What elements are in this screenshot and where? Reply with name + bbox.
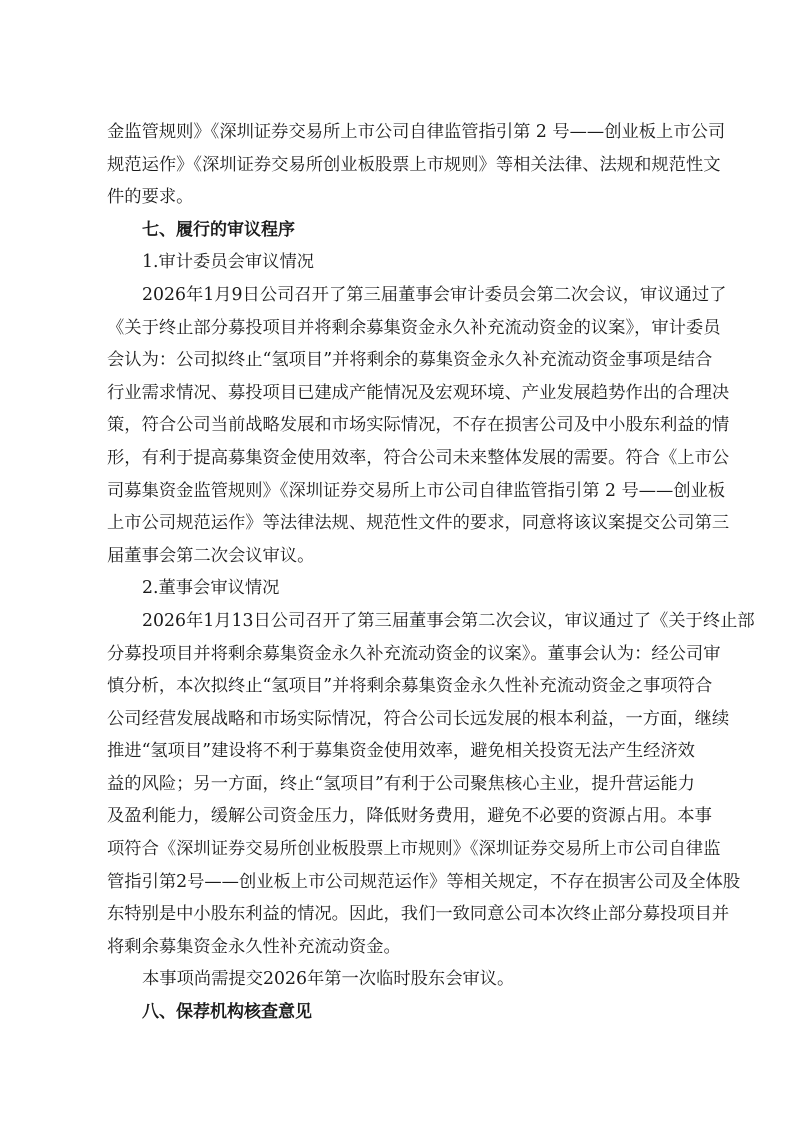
section-heading-7: 七、履行的审议程序: [142, 219, 295, 240]
text-line: 形，有利于提高募集资金使用效率，符合公司未来整体发展的需要。符合《上市公: [107, 447, 730, 468]
text-line: 将剩余募集资金永久性补充流动资金。: [107, 936, 401, 957]
text-line: 届董事会第二次会议审议。: [107, 545, 315, 566]
text-line: 行业需求情况、募投项目已建成产能情况及宏观环境、产业发展趋势作出的合理决: [107, 382, 730, 403]
text-line: 公司经营发展战略和市场实际情况，符合公司长远发展的根本利益，一方面，继续: [107, 708, 730, 729]
text-line: 管指引第2号——创业板上市公司规范运作》等相关规定，不存在损害公司及全体股: [107, 871, 741, 892]
text-line: 上市公司规范运作》等法律法规、规范性文件的要求，同意将该议案提交公司第三: [107, 513, 730, 534]
text-line: 慎分析，本次拟终止“氢项目”并将剩余募集资金永久性补充流动资金之事项符合: [107, 676, 713, 697]
text-line: 《关于终止部分募投项目并将剩余募集资金永久补充流动资金的议案》，审计委员: [107, 317, 721, 338]
text-line: 项符合《深圳证券交易所创业板股票上市规则》《深圳证券交易所上市公司自律监: [107, 839, 721, 860]
subheading-board: 2.董事会审议情况: [142, 578, 280, 599]
text-line: 分募投项目并将剩余募集资金永久补充流动资金的议案》。董事会认为：经公司审: [107, 643, 721, 664]
text-line: 2026年1月9日公司召开了第三届董事会审计委员会第二次会议，审议通过了: [142, 284, 727, 305]
text-line: 推进“氢项目”建设将不利于募集资金使用效率，避免相关投资无法产生经济效: [107, 741, 695, 762]
text-line: 本事项尚需提交2026年第一次临时股东会审议。: [142, 969, 515, 990]
text-line: 策，符合公司当前战略发展和市场实际情况，不存在损害公司及中小股东利益的情: [107, 415, 730, 436]
document-body: [107, 116, 755, 1029]
text-line: 2026年1月13日公司召开了第三届董事会第二次会议，审议通过了《关于终止部: [142, 610, 755, 631]
text-line: 会认为：公司拟终止“氢项目”并将剩余的募集资金永久补充流动资金事项是结合: [107, 350, 713, 371]
text-line: 及盈利能力，缓解公司资金压力，降低财务费用，避免不必要的资源占用。本事: [107, 806, 712, 827]
text-line: 金监管规则》《深圳证券交易所上市公司自律监管指引第 2 号——创业板上市公司: [107, 122, 726, 142]
text-line: 规范运作》《深圳证券交易所创业板股票上市规则》等相关法律、法规和规范性文: [107, 154, 721, 175]
subheading-audit-committee: 1.审计委员会审议情况: [142, 252, 315, 273]
text-line: 件的要求。: [107, 187, 194, 208]
section-heading-8: 八、保荐机构核查意见: [142, 1002, 312, 1023]
text-line: 东特别是中小股东利益的情况。因此，我们一致同意公司本次终止部分募投项目并: [107, 904, 730, 925]
text-line: 益的风险；另一方面，终止“氢项目”有利于公司聚焦核心主业，提升营运能力: [107, 773, 695, 794]
text-line: 司募集资金监管规则》《深圳证券交易所上市公司自律监管指引第 2 号——创业板: [107, 480, 726, 501]
